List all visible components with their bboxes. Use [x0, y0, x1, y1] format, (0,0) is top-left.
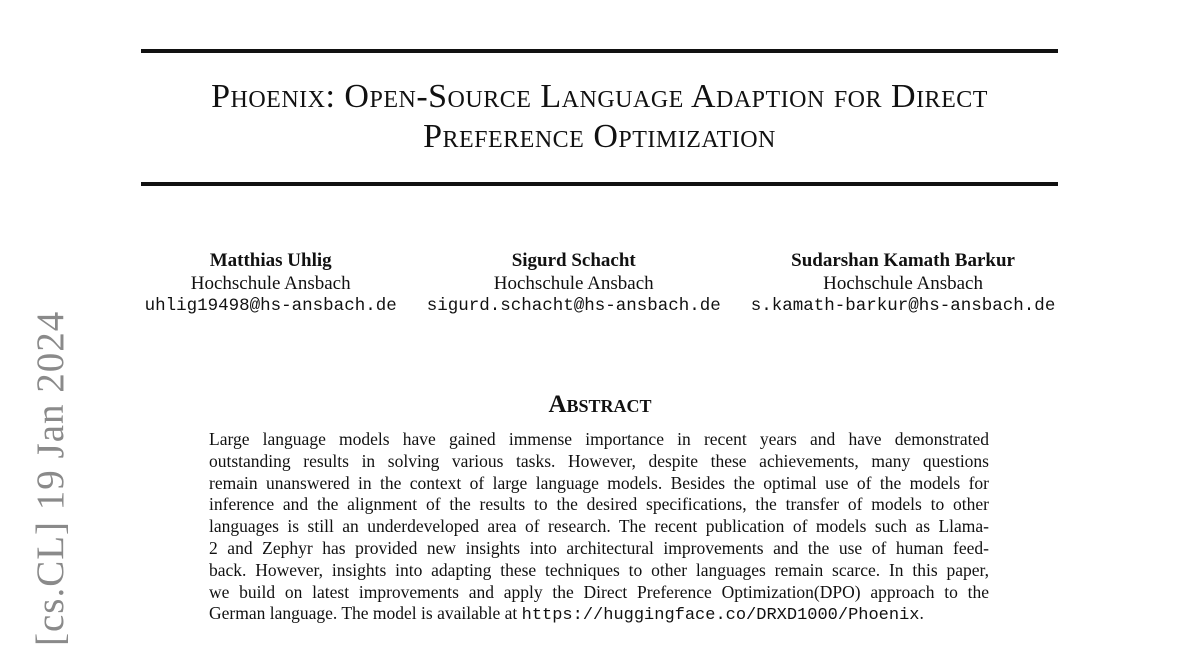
paper-title	[141, 77, 1058, 157]
title-rule-top	[141, 49, 1058, 53]
abstract-heading: Abstract	[548, 391, 652, 418]
author-email: s.kamath-barkur@hs-ansbach.de	[750, 296, 1056, 316]
author-affiliation: Hochschule Ansbach	[823, 272, 983, 294]
abstract-line: languages is still an underdeveloped area of research. The recent publication of models such as Llama-	[209, 516, 989, 537]
abstract-line: remain unanswered in the context of large language models. Besides the optimal use of the models for	[209, 472, 989, 493]
author-affiliation: Hochschule Ansbach	[190, 272, 351, 294]
abstract-line: we build on latest improvements and apply the Direct Preference Optimization(DPO) approach to the	[209, 581, 989, 602]
author-block	[0, 250, 1200, 318]
author-name: Sudarshan Kamath Barkur	[791, 250, 1015, 271]
author-affiliation: Hochschule Ansbach	[493, 272, 654, 294]
abstract-line: back. However, insights into adapting these techniques to other languages remain scarce. In this paper,	[209, 559, 989, 580]
abstract-closing-line	[209, 603, 989, 627]
abstract-line: 2 and Zephyr has provided new insights into architectural improvements and the use of human feed-	[209, 537, 989, 558]
paper-title-line1: Phoenix: Open-Source Language Adaption for Direct	[211, 78, 988, 115]
abstract-line: Large language models have gained immense importance in recent years and have demonstrated	[209, 429, 989, 449]
author-column-2	[427, 250, 721, 318]
paper-title-line2: Preference Optimization	[423, 118, 776, 155]
author-column-1	[145, 250, 397, 318]
abstract-closing-period: .	[919, 603, 924, 624]
author-column-3	[751, 250, 1056, 318]
abstract-body	[209, 429, 989, 627]
author-email: uhlig19498@hs-ansbach.de	[144, 296, 397, 316]
abstract-line: inference and the alignment of the results to the desired specifications, the transfer of models to other	[209, 494, 989, 515]
author-email: sigurd.schacht@hs-ansbach.de	[426, 296, 721, 316]
arxiv-category-date-stamp: [cs.CL] 19 Jan 2024	[29, 310, 72, 646]
title-rule-bottom	[141, 182, 1058, 186]
author-name: Sigurd Schacht	[511, 250, 636, 271]
abstract-closing-text: German language. The model is available at	[209, 603, 522, 624]
model-url-link[interactable]: https://huggingface.co/DRXD1000/Phoenix	[521, 606, 920, 626]
abstract-line: outstanding results in solving various tasks. However, despite these achievements, many questions	[209, 450, 989, 471]
author-name: Matthias Uhlig	[209, 250, 332, 271]
